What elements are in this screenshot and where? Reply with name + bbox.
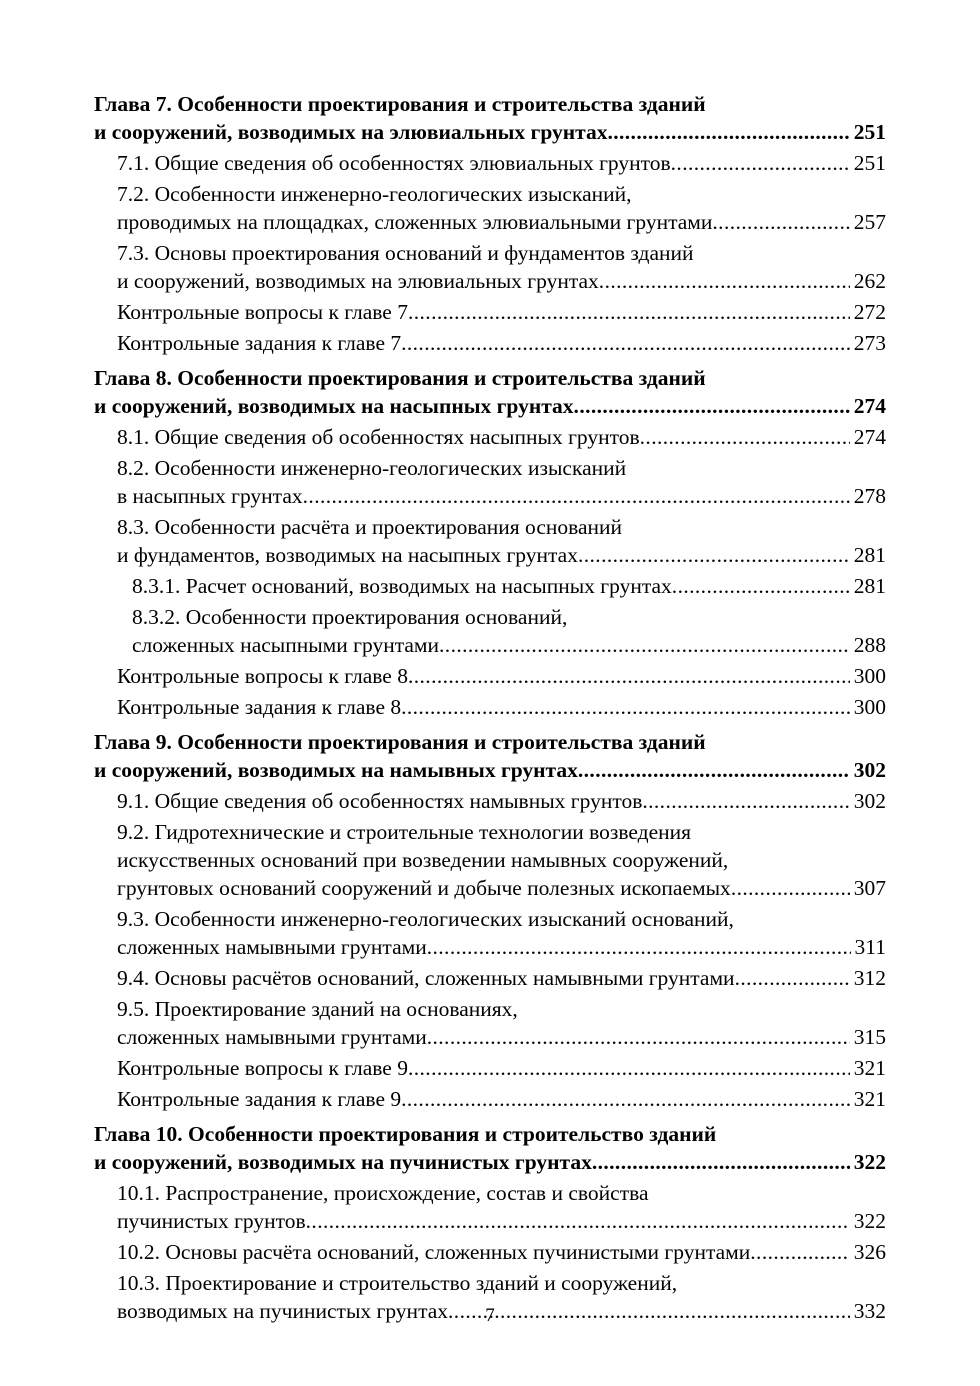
toc-entry-line bbox=[117, 423, 886, 451]
toc-entry-title: 9.3. Особенности инженерно-геологических изысканий оснований, bbox=[117, 907, 734, 931]
toc-entry-title: Контрольные задания к главе 7 bbox=[117, 331, 402, 355]
toc-page-number: 251 bbox=[853, 120, 886, 144]
toc-subsection-entry[interactable] bbox=[94, 572, 886, 600]
toc-entry-line bbox=[117, 329, 886, 357]
toc-page-number: 281 bbox=[853, 574, 886, 598]
toc-entry-title: Глава 10. Особенности проектирования и строительство зданий bbox=[94, 1122, 717, 1146]
dot-leader bbox=[401, 1085, 850, 1113]
toc-entry-title: 10.2. Основы расчёта оснований, сложенных пучинистыми грунтами bbox=[117, 1240, 751, 1264]
toc-section-entry[interactable] bbox=[94, 329, 886, 357]
dot-leader bbox=[408, 662, 850, 690]
toc-chapter-entry[interactable] bbox=[94, 1120, 886, 1176]
toc-entry-title: Контрольные вопросы к главе 7 bbox=[117, 300, 408, 324]
toc-page-number: 273 bbox=[853, 331, 886, 355]
toc-section-entry[interactable] bbox=[94, 787, 886, 815]
toc-section-entry[interactable] bbox=[94, 995, 886, 1051]
toc-section-entry[interactable] bbox=[94, 180, 886, 236]
dot-leader bbox=[574, 392, 850, 420]
toc-page-number: 274 bbox=[853, 425, 886, 449]
toc-entry-line bbox=[117, 662, 886, 690]
toc-entry-title: возводимых на пучинистых грунтах bbox=[117, 1299, 449, 1323]
toc-entry-title: Глава 9. Особенности проектирования и строительства зданий bbox=[94, 730, 706, 754]
dot-leader bbox=[401, 693, 850, 721]
toc-entry-line bbox=[117, 693, 886, 721]
toc-section-entry[interactable] bbox=[94, 239, 886, 295]
toc-entry-line bbox=[132, 631, 886, 659]
dot-leader bbox=[642, 787, 849, 815]
toc-section-entry[interactable] bbox=[94, 149, 886, 177]
dot-leader bbox=[427, 933, 851, 961]
toc-entry-title: и сооружений, возводимых на элювиальных грунтах bbox=[94, 120, 608, 144]
toc-entry-line bbox=[117, 149, 886, 177]
dot-leader bbox=[672, 572, 850, 600]
toc-entry-title: 9.1. Общие сведения об особенностях намывных грунтов bbox=[117, 789, 643, 813]
toc-entry-line bbox=[117, 1207, 886, 1235]
toc-section-entry[interactable] bbox=[94, 513, 886, 569]
dot-leader bbox=[735, 964, 850, 992]
toc-entry-title: 7.3. Основы проектирования оснований и фундаментов зданий bbox=[117, 241, 694, 265]
toc-section-entry[interactable] bbox=[94, 964, 886, 992]
toc-entry-line bbox=[117, 541, 886, 569]
toc-entry-line bbox=[117, 298, 886, 326]
toc-entry-title: 10.3. Проектирование и строительство зданий и сооружений, bbox=[117, 1271, 678, 1295]
toc-entry-title: 9.5. Проектирование зданий на основаниях, bbox=[117, 997, 518, 1021]
toc-entry-title: 8.3.1. Расчет оснований, возводимых на насыпных грунтах bbox=[132, 574, 672, 598]
toc-entry-line bbox=[117, 1054, 886, 1082]
toc-section-entry[interactable] bbox=[94, 905, 886, 961]
toc-entry-title: 8.3. Особенности расчёта и проектирования оснований bbox=[117, 515, 623, 539]
toc-section-entry[interactable] bbox=[94, 662, 886, 690]
toc-entry-title: искусственных оснований при возведении намывных сооружений, bbox=[117, 848, 729, 872]
toc-entry-title: проводимых на площадках, сложенных элювиальными грунтами bbox=[117, 210, 713, 234]
toc-entry-title: Контрольные вопросы к главе 9 bbox=[117, 1056, 408, 1080]
toc-page-number: 321 bbox=[853, 1087, 886, 1111]
toc-section-entry[interactable] bbox=[94, 818, 886, 902]
toc-entry-title: Глава 8. Особенности проектирования и строительства зданий bbox=[94, 366, 706, 390]
toc-entry-line bbox=[117, 964, 886, 992]
dot-leader bbox=[750, 1238, 849, 1266]
toc-page-number: 272 bbox=[853, 300, 886, 324]
toc-entry-line bbox=[117, 267, 886, 295]
dot-leader bbox=[640, 423, 850, 451]
dot-leader bbox=[408, 1054, 850, 1082]
toc-page-number: 302 bbox=[853, 758, 886, 782]
toc-entry-line bbox=[94, 392, 886, 420]
toc-page-number: 278 bbox=[853, 484, 886, 508]
toc-section-entry[interactable] bbox=[94, 1179, 886, 1235]
dot-leader bbox=[439, 631, 850, 659]
toc-entry-title: и сооружений, возводимых на элювиальных грунтах bbox=[117, 269, 599, 293]
dot-leader bbox=[408, 298, 850, 326]
toc-page-number: 311 bbox=[854, 935, 886, 959]
toc-entry-title: 7.2. Особенности инженерно-геологических изысканий, bbox=[117, 182, 632, 206]
toc-section-entry[interactable] bbox=[94, 1085, 886, 1113]
toc-entry-line bbox=[132, 603, 886, 631]
toc-entry-title: сложенных насыпными грунтами bbox=[132, 633, 440, 657]
toc-chapter-entry[interactable] bbox=[94, 728, 886, 784]
toc-entry-title: 9.2. Гидротехнические и строительные технологии возведения bbox=[117, 820, 692, 844]
toc-entry-title: и фундаментов, возводимых на насыпных грунтах bbox=[117, 543, 578, 567]
toc-entry-title: 8.1. Общие сведения об особенностях насыпных грунтов bbox=[117, 425, 640, 449]
toc-page-number: 274 bbox=[853, 394, 886, 418]
toc-section-entry[interactable] bbox=[94, 454, 886, 510]
toc-entry-title: грунтовых оснований сооружений и добыче полезных ископаемых bbox=[117, 876, 731, 900]
toc-entry-title: 9.4. Основы расчётов оснований, сложенных намывными грунтами bbox=[117, 966, 735, 990]
toc-entry-title: сложенных намывными грунтами bbox=[117, 935, 427, 959]
toc-entry-title: в насыпных грунтах bbox=[117, 484, 303, 508]
dot-leader bbox=[671, 149, 850, 177]
toc-page-number: 251 bbox=[853, 151, 886, 175]
toc-entry-title: сложенных намывными грунтами bbox=[117, 1025, 427, 1049]
toc-page-number: 300 bbox=[853, 695, 886, 719]
toc-page-number: 312 bbox=[853, 966, 886, 990]
toc-entry-line bbox=[94, 1148, 886, 1176]
toc-page-number: 326 bbox=[853, 1240, 886, 1264]
toc-entry-line bbox=[117, 787, 886, 815]
toc-chapter-entry[interactable] bbox=[94, 90, 886, 146]
toc-entry-title: и сооружений, возводимых на пучинистых грунтах bbox=[94, 1150, 592, 1174]
toc-subsection-entry[interactable] bbox=[94, 603, 886, 659]
toc-entry-line bbox=[117, 1023, 886, 1051]
toc-entry-line bbox=[117, 846, 886, 874]
toc-section-entry[interactable] bbox=[94, 423, 886, 451]
toc-entry-line bbox=[117, 1269, 886, 1297]
dot-leader bbox=[731, 874, 850, 902]
toc-page-number: 322 bbox=[853, 1150, 886, 1174]
toc-entry-title: Контрольные задания к главе 9 bbox=[117, 1087, 402, 1111]
toc-page-number: 302 bbox=[853, 789, 886, 813]
toc-entry-line bbox=[94, 728, 886, 756]
dot-leader bbox=[401, 329, 850, 357]
toc-entry-line bbox=[117, 513, 886, 541]
dot-leader bbox=[578, 756, 850, 784]
toc-entry-title: 8.3.2. Особенности проектирования оснований, bbox=[132, 605, 568, 629]
toc-entry-line bbox=[94, 1120, 886, 1148]
toc-entry-title: и сооружений, возводимых на намывных грунтах bbox=[94, 758, 578, 782]
toc-page-number: 262 bbox=[853, 269, 886, 293]
toc-entry-line bbox=[94, 364, 886, 392]
toc-chapter-entry[interactable] bbox=[94, 364, 886, 420]
toc-entry-line bbox=[117, 180, 886, 208]
toc-page-number: 281 bbox=[853, 543, 886, 567]
toc-entry-line bbox=[117, 905, 886, 933]
toc-entry-line bbox=[117, 454, 886, 482]
toc-entry-title: 8.2. Особенности инженерно-геологических изысканий bbox=[117, 456, 627, 480]
toc-page-number: 288 bbox=[853, 633, 886, 657]
dot-leader bbox=[427, 1023, 850, 1051]
toc-entry-line bbox=[132, 572, 886, 600]
toc-section-entry[interactable] bbox=[94, 693, 886, 721]
toc-entry-line bbox=[117, 239, 886, 267]
toc-entry-title: Контрольные задания к главе 8 bbox=[117, 695, 402, 719]
toc-entry-title: пучинистых грунтов bbox=[117, 1209, 306, 1233]
toc-entry-line bbox=[117, 482, 886, 510]
dot-leader bbox=[592, 1148, 850, 1176]
toc-entry-title: 7.1. Общие сведения об особенностях элювиальных грунтов bbox=[117, 151, 671, 175]
toc-entry-line bbox=[117, 1085, 886, 1113]
page-number: 7 bbox=[485, 1305, 495, 1326]
toc-entry-title: Контрольные вопросы к главе 8 bbox=[117, 664, 408, 688]
toc-page-number: 332 bbox=[853, 1299, 886, 1323]
toc-entry-line bbox=[117, 995, 886, 1023]
toc-entry-line bbox=[94, 118, 886, 146]
toc-entry-line bbox=[94, 756, 886, 784]
toc-entry-title: Глава 7. Особенности проектирования и строительства зданий bbox=[94, 92, 706, 116]
toc-entry-line bbox=[117, 933, 886, 961]
table-of-contents bbox=[94, 90, 886, 1325]
toc-section-entry[interactable] bbox=[94, 1054, 886, 1082]
toc-page-number: 300 bbox=[853, 664, 886, 688]
toc-page-number: 321 bbox=[853, 1056, 886, 1080]
toc-section-entry[interactable] bbox=[94, 298, 886, 326]
toc-entry-line bbox=[94, 90, 886, 118]
toc-entry-line bbox=[117, 818, 886, 846]
toc-entry-line bbox=[117, 208, 886, 236]
toc-page-number: 322 bbox=[853, 1209, 886, 1233]
toc-page-number: 257 bbox=[853, 210, 886, 234]
dot-leader bbox=[578, 541, 850, 569]
toc-section-entry[interactable] bbox=[94, 1238, 886, 1266]
dot-leader bbox=[306, 1207, 850, 1235]
toc-entry-line bbox=[117, 1179, 886, 1207]
toc-page-number: 315 bbox=[853, 1025, 886, 1049]
toc-entry-title: 10.1. Распространение, происхождение, состав и свойства bbox=[117, 1181, 649, 1205]
dot-leader bbox=[303, 482, 850, 510]
toc-entry-title: и сооружений, возводимых на насыпных грунтах bbox=[94, 394, 574, 418]
dot-leader bbox=[607, 118, 849, 146]
toc-entry-line bbox=[117, 874, 886, 902]
toc-page-number: 307 bbox=[853, 876, 886, 900]
dot-leader bbox=[712, 208, 849, 236]
toc-entry-line bbox=[117, 1238, 886, 1266]
dot-leader bbox=[599, 267, 850, 295]
